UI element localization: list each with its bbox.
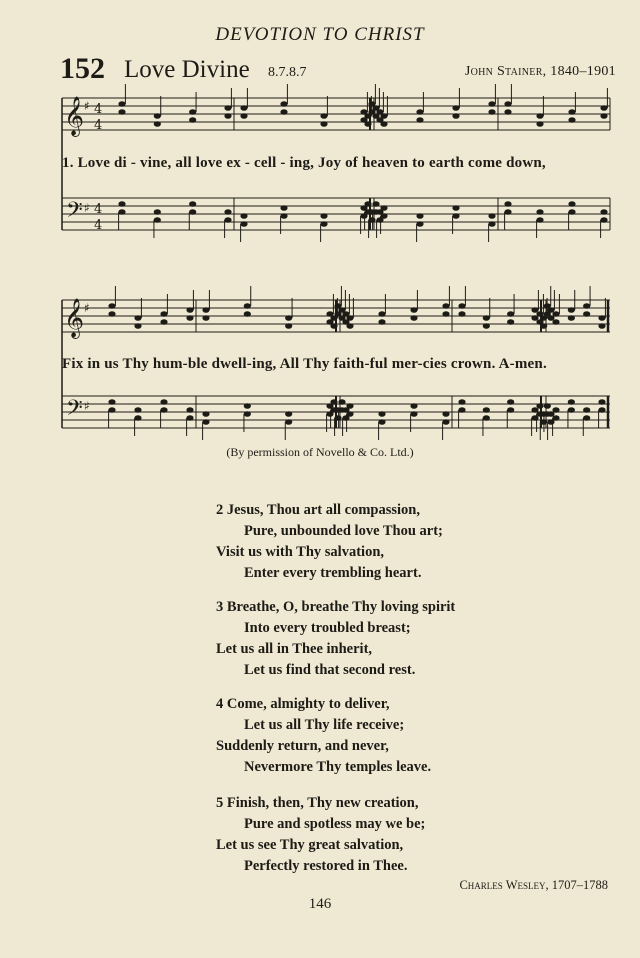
- note-head: [536, 411, 543, 417]
- verse-line: Perfectly restored in Thee.: [244, 858, 408, 874]
- note-head: [372, 201, 379, 207]
- note-head: [507, 319, 514, 325]
- verse-line: 5 Finish, then, Thy new creation,: [216, 795, 419, 811]
- note-head: [154, 209, 161, 215]
- note-head: [568, 315, 575, 321]
- note-head: [536, 311, 543, 317]
- time-signature: 4: [94, 218, 103, 233]
- note-head: [186, 407, 193, 413]
- note-head: [536, 319, 543, 325]
- note-head: [483, 407, 490, 413]
- page-number: 146: [308, 896, 332, 912]
- note-head: [108, 399, 115, 405]
- note-head: [154, 113, 161, 119]
- verse-line: Pure, unbounded love Thou art;: [244, 523, 443, 539]
- note-head: [583, 407, 590, 413]
- note-head: [416, 117, 423, 123]
- note-head: [442, 411, 449, 417]
- note-head: [154, 121, 161, 127]
- note-head: [285, 419, 292, 425]
- note-head: [118, 109, 125, 115]
- note-head: [118, 101, 125, 107]
- note-head: [452, 205, 459, 211]
- verse-line: Let us all in Thee inherit,: [216, 641, 373, 657]
- note-head: [280, 205, 287, 211]
- verse-2: [216, 500, 443, 584]
- verse-line: 2 Jesus, Thou art all compassion,: [216, 502, 420, 518]
- note-head: [244, 411, 251, 417]
- lyric-line-2: Fix in us Thy hum-ble dwell-ing, All Thy faith-ful mer-cies crown. A-men.: [62, 356, 547, 372]
- note-head: [118, 209, 125, 215]
- note-head: [346, 315, 353, 321]
- note-head: [568, 209, 575, 215]
- treble-clef: 𝄞: [64, 96, 85, 136]
- note-head: [536, 217, 543, 223]
- note-head: [504, 201, 511, 207]
- note-head: [531, 307, 538, 313]
- note-head: [568, 109, 575, 115]
- verse-line: Pure and spotless may we be;: [244, 816, 426, 832]
- key-signature: ♯: [84, 399, 90, 413]
- note-head: [160, 319, 167, 325]
- note-head: [346, 403, 353, 409]
- verse-5: [216, 793, 425, 877]
- treble-clef: 𝄞: [64, 298, 85, 338]
- note-head: [202, 307, 209, 313]
- note-head: [458, 303, 465, 309]
- composer-credit: John Stainer, 1840–1901: [464, 64, 616, 79]
- note-head: [544, 403, 551, 409]
- note-head: [568, 307, 575, 313]
- verse-line: Suddenly return, and never,: [216, 738, 389, 754]
- note-head: [568, 117, 575, 123]
- note-head: [378, 411, 385, 417]
- hymn-name: Love Divine: [124, 56, 250, 83]
- note-head: [488, 213, 495, 219]
- note-head: [380, 121, 387, 127]
- note-head: [504, 109, 511, 115]
- note-head: [134, 407, 141, 413]
- note-head: [118, 201, 125, 207]
- note-head: [134, 323, 141, 329]
- note-head: [507, 399, 514, 405]
- verse-line: Into every troubled breast;: [244, 620, 411, 636]
- note-head: [483, 323, 490, 329]
- note-head: [598, 323, 605, 329]
- note-head: [160, 399, 167, 405]
- author-credit: Charles Wesley, 1707–1788: [459, 878, 608, 892]
- note-head: [160, 311, 167, 317]
- hymn-meter: 8.7.8.7: [268, 65, 307, 80]
- note-head: [483, 415, 490, 421]
- note-head: [189, 109, 196, 115]
- time-signature: 4: [94, 102, 103, 117]
- note-head: [452, 113, 459, 119]
- note-head: [507, 311, 514, 317]
- note-head: [600, 105, 607, 111]
- note-head: [108, 303, 115, 309]
- note-head: [568, 399, 575, 405]
- note-head: [568, 407, 575, 413]
- note-head: [224, 105, 231, 111]
- note-head: [442, 311, 449, 317]
- note-head: [380, 113, 387, 119]
- note-head: [568, 201, 575, 207]
- verse-line: Let us find that second rest.: [244, 662, 416, 678]
- note-head: [378, 419, 385, 425]
- note-head: [552, 407, 559, 413]
- note-head: [600, 209, 607, 215]
- note-head: [334, 415, 341, 421]
- note-head: [547, 419, 554, 425]
- note-head: [244, 311, 251, 317]
- verse-line: Let us all Thy life receive;: [244, 717, 405, 733]
- note-head: [154, 217, 161, 223]
- note-head: [368, 101, 375, 107]
- note-head: [280, 109, 287, 115]
- note-head: [416, 221, 423, 227]
- note-head: [320, 213, 327, 219]
- note-head: [320, 113, 327, 119]
- note-head: [410, 411, 417, 417]
- note-head: [202, 419, 209, 425]
- note-head: [583, 311, 590, 317]
- key-signature: ♯: [84, 99, 90, 113]
- note-head: [504, 101, 511, 107]
- note-head: [108, 311, 115, 317]
- note-head: [330, 399, 337, 405]
- note-head: [598, 399, 605, 405]
- note-head: [452, 213, 459, 219]
- key-signature: ♯: [84, 301, 90, 315]
- verse-line: Enter every trembling heart.: [244, 565, 422, 581]
- note-head: [224, 217, 231, 223]
- note-head: [330, 323, 337, 329]
- note-head: [380, 205, 387, 211]
- note-head: [552, 319, 559, 325]
- note-head: [320, 221, 327, 227]
- note-head: [202, 411, 209, 417]
- hymn-number: 152: [60, 52, 105, 85]
- bass-clef: 𝄢: [66, 396, 83, 426]
- note-head: [330, 315, 337, 321]
- note-head: [334, 303, 341, 309]
- note-head: [202, 315, 209, 321]
- verse-line: 4 Come, almighty to deliver,: [216, 696, 390, 712]
- note-head: [536, 113, 543, 119]
- note-head: [458, 311, 465, 317]
- verse-line: 3 Breathe, O, breathe Thy loving spirit: [216, 599, 456, 615]
- note-head: [186, 415, 193, 421]
- note-head: [583, 415, 590, 421]
- note-head: [378, 319, 385, 325]
- note-head: [186, 315, 193, 321]
- note-head: [531, 407, 538, 413]
- note-head: [160, 407, 167, 413]
- note-head: [552, 311, 559, 317]
- note-head: [442, 303, 449, 309]
- bass-clef: 𝄢: [66, 198, 83, 228]
- lyric-line-1: 1. Love di - vine, all love ex - cell - ing, Joy of heaven to earth come down,: [62, 155, 546, 171]
- note-head: [488, 109, 495, 115]
- note-head: [507, 407, 514, 413]
- note-head: [458, 407, 465, 413]
- note-head: [364, 201, 371, 207]
- note-head: [346, 411, 353, 417]
- note-head: [280, 101, 287, 107]
- note-head: [240, 221, 247, 227]
- note-head: [536, 403, 543, 409]
- note-head: [338, 399, 345, 405]
- note-head: [380, 213, 387, 219]
- verse-line: Nevermore Thy temples leave.: [244, 759, 432, 775]
- note-head: [189, 201, 196, 207]
- note-head: [240, 113, 247, 119]
- note-head: [552, 415, 559, 421]
- note-head: [504, 209, 511, 215]
- note-head: [189, 209, 196, 215]
- note-head: [285, 315, 292, 321]
- note-head: [346, 323, 353, 329]
- note-head: [458, 399, 465, 405]
- note-head: [240, 105, 247, 111]
- note-head: [416, 109, 423, 115]
- note-head: [536, 121, 543, 127]
- note-head: [240, 213, 247, 219]
- note-head: [134, 415, 141, 421]
- note-head: [285, 411, 292, 417]
- note-head: [410, 315, 417, 321]
- verse-4: [216, 694, 431, 778]
- note-head: [540, 419, 547, 425]
- note-head: [285, 323, 292, 329]
- note-head: [189, 117, 196, 123]
- note-head: [134, 315, 141, 321]
- note-head: [320, 121, 327, 127]
- note-head: [224, 209, 231, 215]
- note-head: [368, 217, 375, 223]
- key-signature: ♯: [84, 201, 90, 215]
- note-head: [452, 105, 459, 111]
- note-head: [244, 403, 251, 409]
- note-head: [330, 407, 337, 413]
- note-head: [483, 315, 490, 321]
- note-head: [600, 113, 607, 119]
- note-head: [416, 213, 423, 219]
- note-head: [186, 307, 193, 313]
- note-head: [488, 101, 495, 107]
- note-head: [531, 315, 538, 321]
- note-head: [583, 303, 590, 309]
- time-signature: 4: [94, 202, 103, 217]
- note-head: [600, 217, 607, 223]
- note-head: [531, 415, 538, 421]
- verse-line: Visit us with Thy salvation,: [216, 544, 385, 560]
- note-head: [410, 403, 417, 409]
- note-head: [280, 213, 287, 219]
- note-head: [488, 221, 495, 227]
- note-head: [244, 303, 251, 309]
- time-signature: 4: [94, 118, 103, 133]
- verse-3: [216, 597, 455, 681]
- note-head: [224, 113, 231, 119]
- section-title: DEVOTION TO CHRIST: [215, 24, 425, 45]
- note-head: [364, 209, 371, 215]
- note-head: [598, 407, 605, 413]
- note-head: [410, 307, 417, 313]
- note-head: [378, 311, 385, 317]
- verse-line: Let us see Thy great salvation,: [216, 837, 404, 853]
- permission-note: (By permission of Novello & Co. Ltd.): [226, 445, 414, 459]
- sheet-music: [0, 0, 640, 440]
- note-head: [108, 407, 115, 413]
- note-head: [364, 121, 371, 127]
- note-head: [536, 209, 543, 215]
- note-head: [442, 419, 449, 425]
- note-head: [364, 113, 371, 119]
- note-head: [598, 315, 605, 321]
